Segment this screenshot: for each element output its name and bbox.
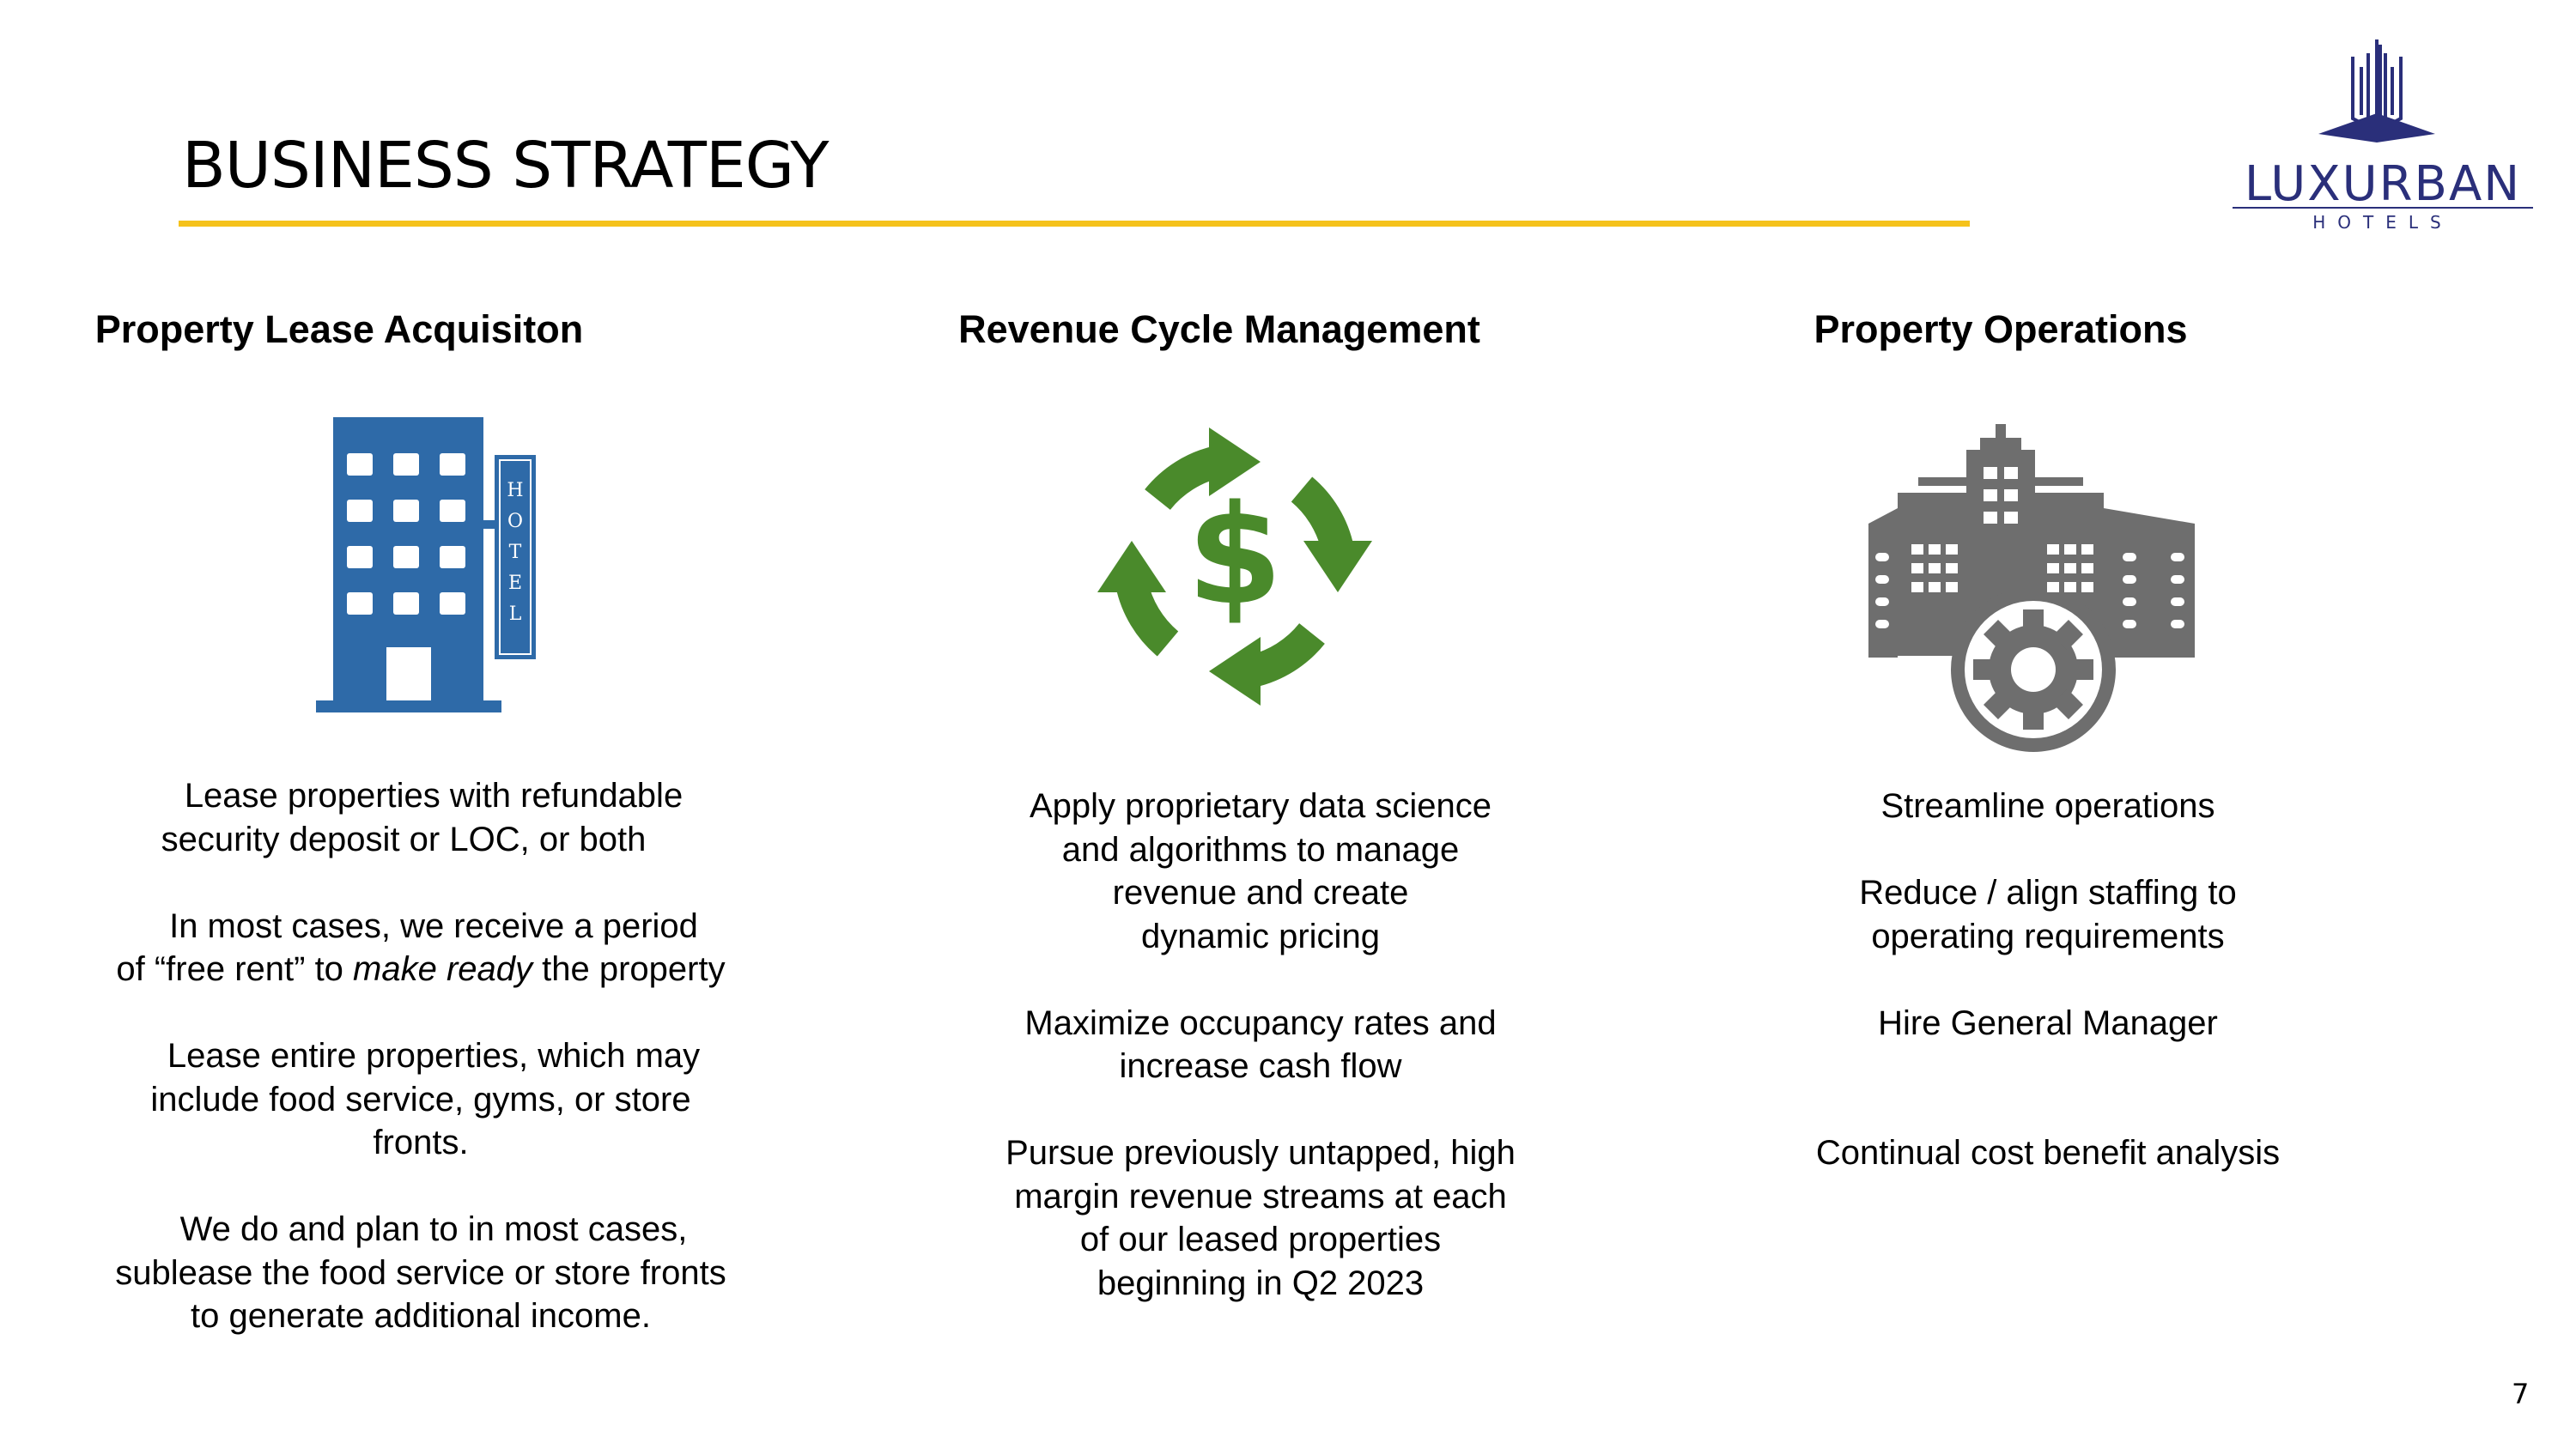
text-line: We do and plan to in most cases, — [179, 1210, 688, 1248]
paragraph — [69, 774, 773, 861]
page-number: 7 — [2512, 1378, 2530, 1410]
text-line: Lease properties with refundable — [184, 777, 683, 815]
hotel-sign-letter: L — [508, 603, 522, 625]
paragraph — [908, 1131, 1613, 1305]
text-line: security deposit or LOC, or both — [161, 820, 647, 858]
text-line: Apply proprietary data science — [1029, 787, 1492, 825]
text-line: Maximize occupancy rates and — [1024, 1003, 1497, 1042]
column-heading: Revenue Cycle Management — [958, 307, 1480, 351]
text-line: margin revenue streams at each — [1014, 1177, 1507, 1216]
text-line: revenue and create — [1112, 874, 1409, 912]
text-line: dynamic pricing — [1141, 917, 1380, 955]
text-line: Reduce / align staffing to — [1859, 874, 2237, 912]
hotel-sign-letter: O — [507, 511, 524, 532]
text-line: Lease entire properties, which may — [167, 1037, 701, 1075]
text-line: sublease the food service or store fronts — [115, 1253, 726, 1292]
text-line: operating requirements — [1871, 917, 2225, 955]
text-line: In most cases, we receive a period — [169, 906, 698, 945]
text-line: beginning in Q2 2023 — [1097, 1264, 1425, 1302]
hotel-sign-letter: E — [507, 573, 523, 594]
text-line: of our leased properties — [1079, 1221, 1442, 1258]
paragraph — [69, 1034, 773, 1165]
column-heading: Property Lease Acquisiton — [94, 307, 584, 351]
hotel-sign-letter: T — [508, 542, 522, 563]
paragraph — [908, 1002, 1613, 1088]
hotel-sign-letter: H — [507, 480, 524, 501]
paragraph — [1696, 1131, 2400, 1175]
hotel-building-icon — [316, 417, 543, 725]
paragraph — [1696, 785, 2400, 828]
luxurban-logo — [2224, 33, 2542, 230]
text-line: Pursue previously untapped, high — [1005, 1134, 1516, 1172]
column-property-lease-body — [69, 774, 773, 1381]
title-underline — [179, 221, 1970, 227]
buildings-gear-icon — [1865, 424, 2202, 763]
luxurban-emblem-icon — [2224, 33, 2542, 230]
text-line: Streamline operations — [1880, 787, 2215, 825]
text-line: fronts. — [373, 1124, 469, 1161]
text-line: and algorithms to manage — [1061, 830, 1460, 869]
column-revenue-cycle — [893, 307, 1597, 352]
paragraph — [69, 1208, 773, 1338]
column-heading: Property Operations — [1814, 307, 2188, 351]
paragraph — [69, 905, 773, 991]
column-property-operations-body — [1696, 785, 2400, 1218]
paragraph — [1696, 871, 2400, 958]
text-line: Continual cost benefit analysis — [1815, 1134, 2281, 1172]
paragraph — [908, 785, 1613, 958]
column-property-operations — [1683, 307, 2387, 352]
logo-tagline: HOTELS — [2312, 212, 2453, 230]
text-line: include food service, gyms, or store — [150, 1080, 691, 1119]
dollar-cycle-icon — [1089, 421, 1381, 717]
svg-text:$: $ — [1187, 475, 1283, 635]
column-revenue-cycle-body — [908, 785, 1613, 1349]
text-line: increase cash flow — [1119, 1047, 1402, 1085]
slide-title: BUSINESS STRATEGY — [182, 129, 829, 203]
paragraph — [1696, 1002, 2400, 1046]
text-line: of “free rent” to make ready the property — [116, 950, 726, 988]
text-line: to generate additional income. — [191, 1297, 651, 1335]
logo-wordmark: LUXURBAN — [2244, 156, 2522, 212]
text-line: Hire General Manager — [1878, 1003, 2218, 1042]
column-property-lease — [86, 307, 790, 352]
